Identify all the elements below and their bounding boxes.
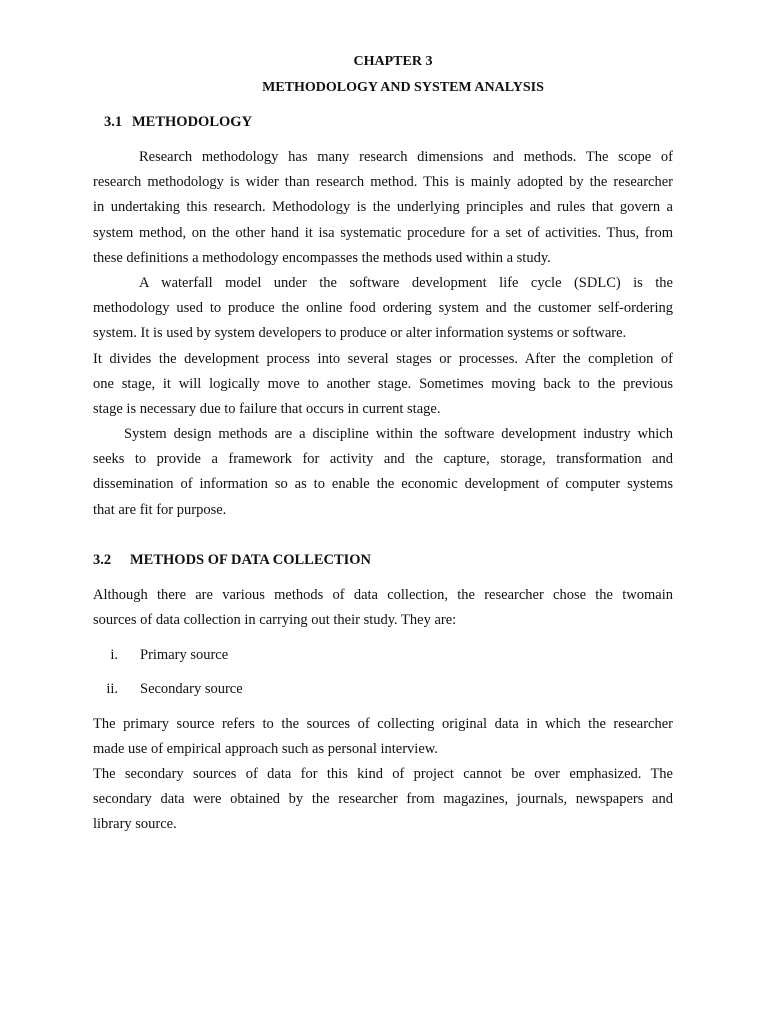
paragraph-research-methodology — [93, 145, 673, 271]
paragraph-secondary-source — [93, 762, 673, 838]
list-item-text: Secondary source — [140, 681, 243, 697]
text-line: The primary source refers to the sources of collecting original data in which the researcher — [93, 716, 673, 732]
text-line: secondary data were obtained by the researcher from magazines, journals, newspapers and — [93, 791, 673, 808]
paragraph-waterfall-model — [93, 271, 673, 422]
text-line: one stage, it will logically move to another stage. Sometimes moving back to the previous — [93, 375, 673, 392]
text-line: library source. — [93, 816, 177, 833]
text-line: seeks to provide a framework for activity and the capture, storage, transformation and — [93, 451, 673, 468]
list-marker: i. — [110, 647, 118, 663]
text-line: that are fit for purpose. — [93, 501, 227, 518]
text-line: A waterfall model under the software development life cycle (SDLC) is the — [139, 275, 673, 291]
section-number: 3.2 — [93, 552, 112, 568]
list-item-secondary-source — [78, 681, 243, 698]
text-line: Although there are various methods of data collection, the researcher chose the twomain — [93, 587, 673, 603]
text-line: methodology used to produce the online food ordering system and the customer self-ordering — [93, 300, 673, 317]
list-marker: ii. — [106, 681, 118, 697]
text-line: made use of empirical approach such as personal interview. — [93, 741, 438, 758]
chapter-title: METHODOLOGY AND SYSTEM ANALYSIS — [262, 80, 544, 95]
text-line: these definitions a methodology encompasses the methods used within a study. — [93, 249, 551, 266]
text-line: Research methodology has many research dimensions and methods. The scope of — [139, 149, 673, 165]
list-item-primary-source — [78, 647, 228, 664]
paragraph-data-collection-intro — [93, 583, 673, 633]
section-number: 3.1 — [104, 114, 123, 130]
text-line: It divides the development process into several stages or processes. After the completion of — [93, 350, 673, 367]
section-title: METHODOLOGY — [132, 114, 253, 130]
text-line: system method, on the other hand it isa systematic procedure for a set of activities. Thus, from — [93, 224, 673, 241]
section-title: METHODS OF DATA COLLECTION — [130, 552, 372, 568]
text-line: research methodology is wider than research method. This is mainly adopted by the researcher — [93, 174, 673, 191]
section-heading-3-1 — [104, 114, 252, 131]
text-line: stage is necessary due to failure that occurs in current stage. — [93, 400, 441, 417]
text-line: System design methods are a discipline within the software development industry which — [124, 426, 673, 442]
list-item-text: Primary source — [140, 647, 229, 663]
chapter-number: CHAPTER 3 — [353, 54, 433, 69]
text-line: sources of data collection in carrying out their study. They are: — [93, 612, 457, 629]
section-heading-3-2 — [93, 552, 371, 569]
text-line: system. It is used by system developers to produce or alter information systems or software. — [93, 325, 627, 342]
paragraph-system-design-methods — [93, 422, 673, 523]
paragraph-primary-source — [93, 712, 673, 762]
text-line: dissemination of information so as to enable the economic development of computer systems — [93, 476, 673, 493]
text-line: The secondary sources of data for this kind of project cannot be over emphasized. The — [93, 766, 673, 782]
text-line: in undertaking this research. Methodology is the underlying principles and rules that govern a — [93, 199, 673, 216]
